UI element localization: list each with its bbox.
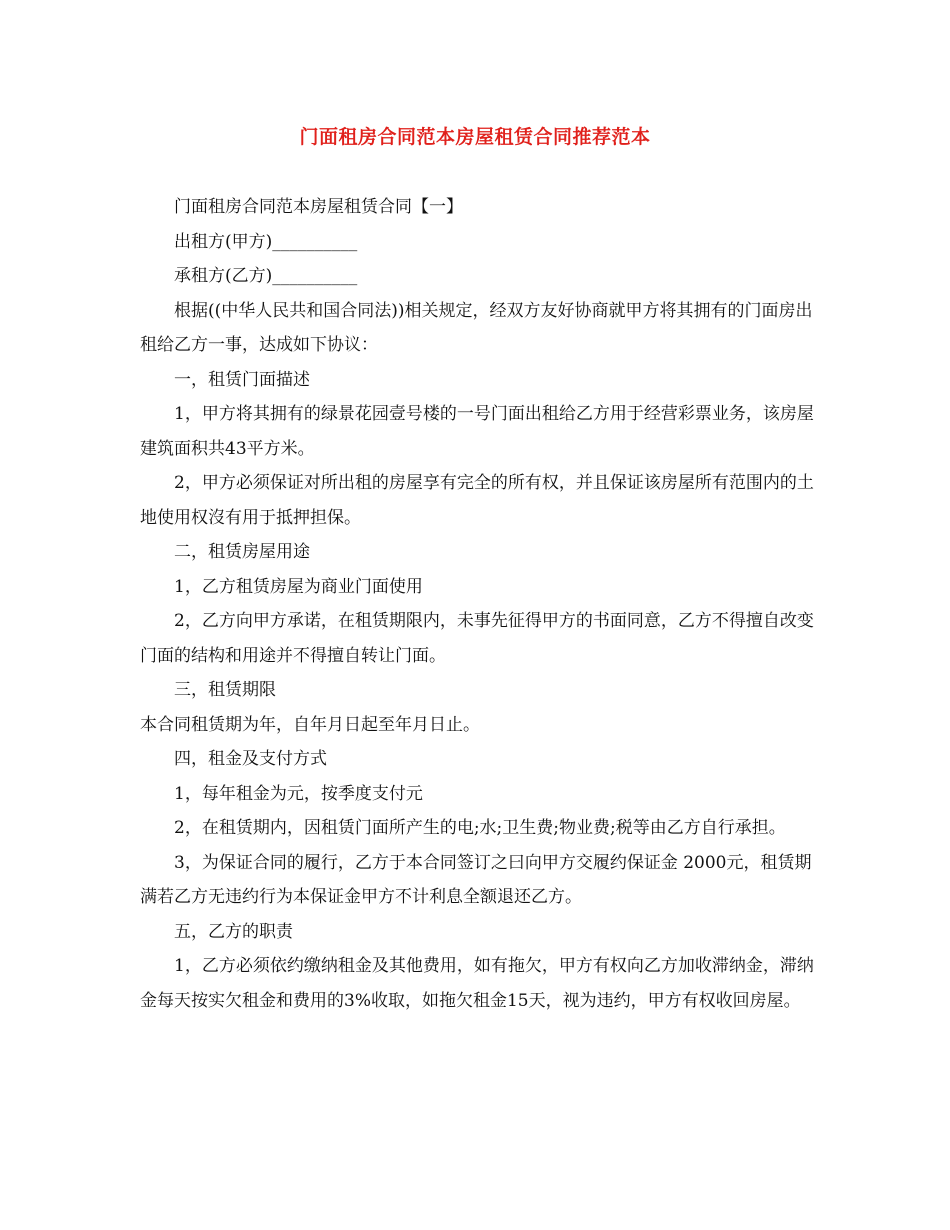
clause-1-item-2: 2，甲方必须保证对所出租的房屋享有完全的所有权，并且保证该房屋所有范围内的土地使用权沒有用于抵押担保。 <box>140 473 814 528</box>
clause-5-item-1: 1，乙方必须依约缴纳租金及其他费用，如有拖欠，甲方有权向乙方加收滞纳金，滞纳金每天按实欠租金和费用的3%收取，如拖欠租金15天，视为违约，甲方有权收回房屋。 <box>140 956 814 1011</box>
lessor-line: 出租方(甲方)__________ <box>174 231 358 252</box>
document-title: 门面租房合同范本房屋租赁合同推荐范本 <box>299 126 651 148</box>
section-heading: 门面租房合同范本房屋租赁合同【一】 <box>174 197 463 217</box>
clause-heading-2: 二，租赁房屋用途 <box>174 542 310 562</box>
clause-4-item-3: 3，为保证合同的履行，乙方于本合同签订之曰向甲方交履约保证金 2000元，租赁期满若乙方无违约行为本保证金甲方不计利息全额退还乙方。 <box>140 852 812 907</box>
clause-heading-5: 五，乙方的职责 <box>174 921 293 942</box>
clause-heading-3: 三，租赁期限 <box>174 680 276 700</box>
lessee-line: 承租方(乙方)__________ <box>174 266 358 286</box>
preamble-paragraph: 根据((中华人民共和国合同法))相关规定，经双方友好协商就甲方将其拥有的门面房出租给乙方一事，达成如下协议： <box>140 300 813 355</box>
clause-4-item-2: 2，在租赁期内，因租赁门面所产生的电;水;卫生费;物业费;税等由乙方自行承担。 <box>174 818 786 838</box>
clause-1-item-1: 1，甲方将其拥有的绿景花园壹号楼的一号门面出租给乙方用于经营彩票业务，该房屋建筑面积共43平方米。 <box>140 404 814 459</box>
clause-heading-1: 一，租赁门面描述 <box>174 369 310 390</box>
clause-4-item-1: 1，每年租金为元，按季度支付元 <box>174 783 423 804</box>
document-body <box>140 190 820 1018</box>
clause-3-text: 本合同租赁期为年，自年月日起至年月日止。 <box>140 714 480 735</box>
clause-heading-4: 四，租金及支付方式 <box>174 749 327 769</box>
clause-2-item-1: 1，乙方租赁房屋为商业门面使用 <box>174 576 423 597</box>
clause-2-item-2: 2，乙方向甲方承诺，在租赁期限内，未事先征得甲方的书面同意，乙方不得擅自改变门面的结构和用途并不得擅自转让门面。 <box>140 611 814 666</box>
